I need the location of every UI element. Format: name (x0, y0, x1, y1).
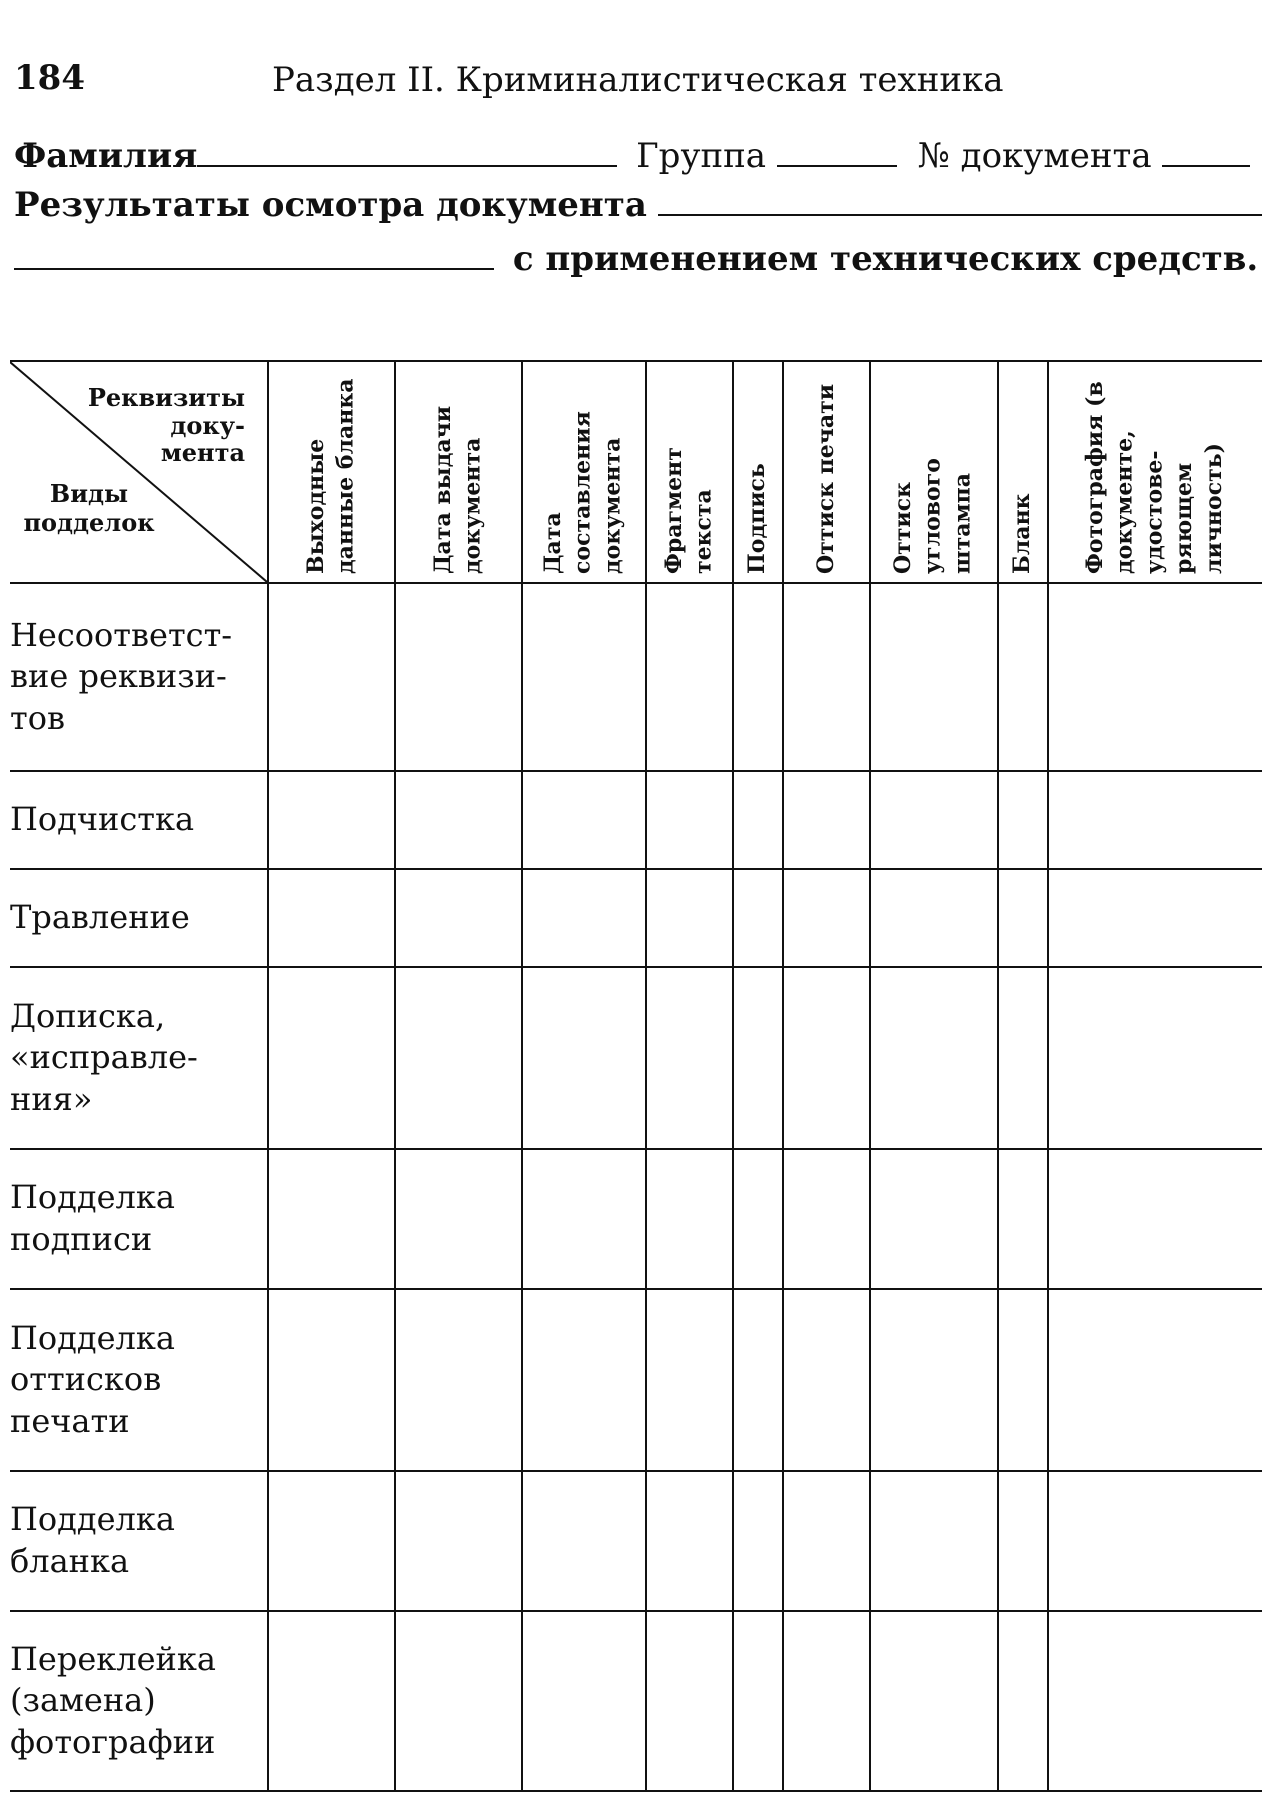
table-cell[interactable] (1048, 771, 1262, 869)
table-cell[interactable] (395, 583, 522, 771)
form-line-1 (14, 135, 1250, 176)
table-cell[interactable] (783, 583, 870, 771)
column-header (268, 361, 395, 583)
running-head: Раздел II. Криминалистическая техника (272, 60, 1004, 100)
table-cell[interactable] (1048, 869, 1262, 967)
table-cell[interactable] (870, 1149, 998, 1289)
table-cell[interactable] (268, 771, 395, 869)
table-row (10, 869, 1262, 967)
column-header-label: Бланк (1009, 493, 1036, 574)
row-label: Травление (10, 869, 268, 967)
form-line-2 (14, 184, 1262, 225)
table-cell[interactable] (733, 1289, 783, 1471)
table-cell[interactable] (733, 771, 783, 869)
doc-number-field[interactable] (1162, 135, 1250, 167)
table-cell[interactable] (268, 869, 395, 967)
table-cell[interactable] (268, 967, 395, 1149)
corner-bottom-label: Виды подделок (23, 479, 155, 537)
page-number: 184 (14, 58, 85, 98)
table-cell[interactable] (783, 771, 870, 869)
row-label: Переклейка (замена) фотографии (10, 1611, 268, 1791)
table-cell[interactable] (268, 1289, 395, 1471)
column-header (998, 361, 1048, 583)
table-cell[interactable] (1048, 1289, 1262, 1471)
table-cell[interactable] (998, 967, 1048, 1149)
row-label: Дописка, «исправле- ния» (10, 967, 268, 1149)
corner-top-label: Реквизиты доку- мента (87, 383, 245, 468)
table-cell[interactable] (268, 583, 395, 771)
group-label: Группа (636, 136, 767, 176)
table-row (10, 1471, 1262, 1611)
results-label: Результаты осмотра документа (14, 185, 647, 225)
table-cell[interactable] (1048, 1149, 1262, 1289)
column-header-label: Оттиск углового штампа (890, 458, 976, 574)
table-cell[interactable] (870, 771, 998, 869)
table-cell[interactable] (646, 1611, 733, 1791)
table-cell[interactable] (395, 967, 522, 1149)
forgery-matrix-table (10, 360, 1262, 1792)
table-cell[interactable] (1048, 1611, 1262, 1791)
column-header (522, 361, 646, 583)
table-cell[interactable] (522, 583, 646, 771)
table-cell[interactable] (783, 1289, 870, 1471)
row-label: Подделка подписи (10, 1149, 268, 1289)
table-cell[interactable] (1048, 967, 1262, 1149)
table-cell[interactable] (783, 1471, 870, 1611)
row-label: Несоответст- вие реквизи- тов (10, 583, 268, 771)
table-cell[interactable] (646, 1149, 733, 1289)
doc-number-label: № документа (917, 136, 1152, 176)
table-cell[interactable] (870, 1289, 998, 1471)
table-cell[interactable] (268, 1149, 395, 1289)
form-line-3 (14, 238, 1258, 279)
table-cell[interactable] (998, 1289, 1048, 1471)
column-header (646, 361, 733, 583)
column-header-label: Подпись (744, 463, 771, 574)
table-cell[interactable] (395, 1289, 522, 1471)
table-cell[interactable] (646, 967, 733, 1149)
table-cell[interactable] (522, 967, 646, 1149)
table-cell[interactable] (395, 1611, 522, 1791)
table-cell[interactable] (733, 869, 783, 967)
row-label: Подделка бланка (10, 1471, 268, 1611)
table-cell[interactable] (1048, 583, 1262, 771)
column-header-label: Фрагмент текста (660, 447, 717, 574)
table-cell[interactable] (395, 1149, 522, 1289)
group-field[interactable] (777, 135, 897, 167)
table-cell[interactable] (870, 869, 998, 967)
row-label: Подделка оттисков печати (10, 1289, 268, 1471)
table-row (10, 1289, 1262, 1471)
table-cell[interactable] (870, 583, 998, 771)
table-row (10, 967, 1262, 1149)
column-header-label: Дата составления документа (540, 411, 626, 574)
table-cell[interactable] (733, 1149, 783, 1289)
table-row (10, 771, 1262, 869)
column-header (870, 361, 998, 583)
table-row (10, 1611, 1262, 1791)
table-cell[interactable] (522, 1289, 646, 1471)
table-cell[interactable] (998, 583, 1048, 771)
table-cell[interactable] (998, 869, 1048, 967)
column-header-label: Оттиск печати (812, 383, 839, 574)
table-cell[interactable] (998, 1611, 1048, 1791)
table-cell[interactable] (733, 583, 783, 771)
table-cell[interactable] (998, 771, 1048, 869)
results-field[interactable] (658, 184, 1262, 216)
table-row (10, 583, 1262, 771)
table-cell[interactable] (268, 1611, 395, 1791)
table-cell[interactable] (646, 583, 733, 771)
column-header-label: Фотография (в документе, удостове- ряющем личность) (1082, 381, 1228, 574)
table-row (10, 1149, 1262, 1289)
table-cell[interactable] (395, 1471, 522, 1611)
table-cell[interactable] (395, 771, 522, 869)
table-cell[interactable] (268, 1471, 395, 1611)
table-cell[interactable] (522, 1471, 646, 1611)
table-cell[interactable] (1048, 1471, 1262, 1611)
table-cell[interactable] (783, 869, 870, 967)
table-cell[interactable] (646, 771, 733, 869)
table-cell[interactable] (522, 771, 646, 869)
table-cell[interactable] (522, 1611, 646, 1791)
corner-cell (10, 361, 268, 583)
table-cell[interactable] (395, 869, 522, 967)
surname-field[interactable] (197, 135, 617, 167)
table-cell[interactable] (733, 1611, 783, 1791)
table-cell[interactable] (733, 967, 783, 1149)
table-cell[interactable] (870, 967, 998, 1149)
results-field-continued[interactable] (14, 238, 494, 270)
column-header (1048, 361, 1262, 583)
table-cell[interactable] (870, 1471, 998, 1611)
table-cell[interactable] (998, 1471, 1048, 1611)
table-cell[interactable] (783, 967, 870, 1149)
column-header (783, 361, 870, 583)
table-cell[interactable] (998, 1149, 1048, 1289)
column-header-label: Выходные данные бланка (302, 378, 359, 574)
table-cell[interactable] (783, 1611, 870, 1791)
header-row (10, 361, 1262, 583)
table-cell[interactable] (522, 1149, 646, 1289)
surname-label: Фамилия (14, 136, 198, 176)
table-cell[interactable] (783, 1149, 870, 1289)
table-cell[interactable] (646, 869, 733, 967)
column-header-label: Дата выдачи документа (429, 405, 486, 574)
table-cell[interactable] (870, 1611, 998, 1791)
table-cell[interactable] (733, 1471, 783, 1611)
tech-means-label: с применением технических средств. (512, 239, 1259, 279)
table-cell[interactable] (646, 1289, 733, 1471)
table-cell[interactable] (646, 1471, 733, 1611)
row-label: Подчистка (10, 771, 268, 869)
table-cell[interactable] (522, 869, 646, 967)
column-header (733, 361, 783, 583)
column-header (395, 361, 522, 583)
page-header (14, 58, 1254, 108)
